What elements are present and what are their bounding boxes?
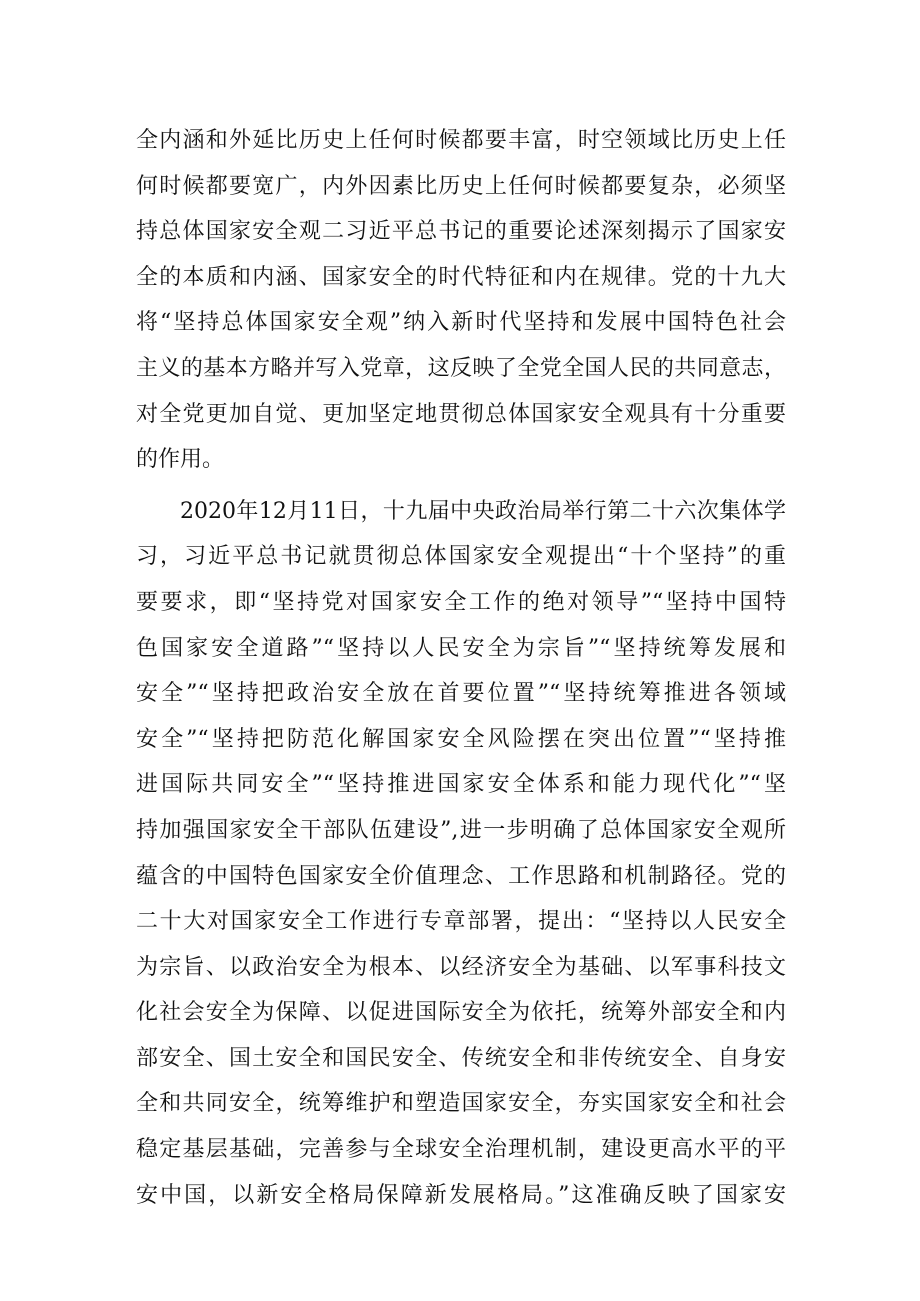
text-line: 化社会安全为保障、以促进国际安全为依托，统筹外部安全和内 — [136, 1000, 786, 1026]
text-line: 部安全、国土安全和国民安全、传统安全和非传统安全、自身安 — [136, 1045, 786, 1071]
text-line: 色国家安全道路”“坚持以人民安全为宗旨”“坚持统筹发展和 — [136, 635, 786, 661]
text-line: 二十大对国家安全工作进行专章部署，提出：“坚持以人民安全 — [136, 909, 786, 935]
text-line: 全的本质和内涵、国家安全的时代特征和内在规律。党的十九大 — [136, 264, 786, 290]
text-line: 安全”“坚持把政治安全放在首要位置”“坚持统筹推进各领域 — [136, 681, 786, 707]
text-line: 持总体国家安全观二习近平总书记的重要论述深刻揭示了国家安 — [136, 219, 786, 245]
text-line: 全内涵和外延比历史上任何时候都要丰富，时空领域比历史上任 — [136, 128, 786, 153]
text-line: 的作用。 — [136, 447, 225, 473]
text-line: 要要求，即“坚持党对国家安全工作的绝对领导”“坚持中国特 — [136, 589, 786, 615]
paragraph-1 — [136, 118, 786, 483]
body-text — [136, 118, 786, 1218]
text-line: 对全党更加自觉、更加坚定地贯彻总体国家安全观具有十分重要 — [136, 401, 786, 427]
text-line: 习，习近平总书记就贯彻总体国家安全观提出“十个坚持”的重 — [136, 544, 786, 570]
text-line: 进国际共同安全”“坚持推进国家安全体系和能力现代化”“坚 — [136, 772, 786, 798]
text-line: 2020年12月11日，十九届中央政治局举行第二十六次集体学 — [180, 498, 786, 524]
text-line: 安全”“坚持把防范化解国家安全风险摆在突出位置”“坚持推 — [136, 726, 786, 752]
paragraph-2 — [136, 489, 786, 1219]
text-line: 全和共同安全，统筹维护和塑造国家安全，夯实国家安全和社会 — [136, 1091, 786, 1117]
text-line: 安中国，以新安全格局保障新发展格局。”这准确反映了国家安 — [136, 1182, 786, 1208]
text-line: 稳定基层基础，完善参与全球安全治理机制，建设更高水平的平 — [136, 1137, 786, 1163]
text-line: 蕴含的中国特色国家安全价值理念、工作思路和机制路径。党的 — [136, 863, 786, 889]
text-line: 持加强国家安全干部队伍建设”,进一步明确了总体国家安全观所 — [136, 817, 786, 843]
text-line: 将“坚持总体国家安全观”纳入新时代坚持和发展中国特色社会 — [136, 310, 786, 336]
text-line: 为宗旨、以政治安全为根本、以经济安全为基础、以军事科技文 — [136, 954, 786, 980]
text-line: 主义的基本方略并写入党章，这反映了全党全国人民的共同意志， — [136, 355, 786, 381]
text-line: 何时候都要宽广，内外因素比历史上任何时候都要复杂，必须坚 — [136, 173, 786, 199]
